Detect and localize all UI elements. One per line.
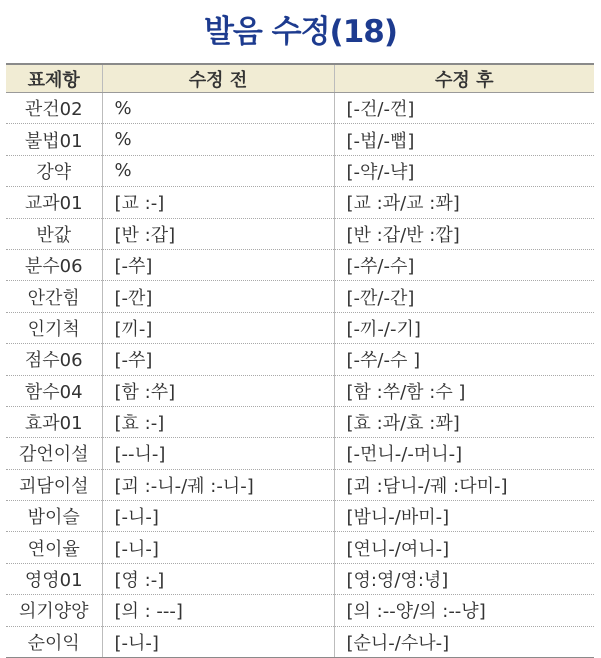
headword-cell: 괴담이설: [6, 469, 102, 500]
header-before: 수정 전: [102, 64, 334, 93]
table-row: [6, 406, 594, 437]
after-cell: [-끼-/-기]: [334, 312, 594, 343]
after-cell: [함 :쑤/함 :수 ]: [334, 375, 594, 406]
before-cell: [-니-]: [102, 532, 334, 563]
after-cell: [밤니-/바미-]: [334, 501, 594, 532]
before-cell: [-니-]: [102, 626, 334, 657]
before-cell: [영 :-]: [102, 563, 334, 594]
after-cell: [반 :갑/반 :깝]: [334, 218, 594, 249]
headword-cell: 불법01: [6, 124, 102, 155]
headword-cell: 분수06: [6, 249, 102, 280]
headword-cell: 밤이슬: [6, 501, 102, 532]
page-title: 발음 수정(18): [203, 14, 398, 50]
table-row: [6, 218, 594, 249]
after-cell: [순니-/수나-]: [334, 626, 594, 657]
before-cell: [함 :쑤]: [102, 375, 334, 406]
headword-cell: 영영01: [6, 563, 102, 594]
after-cell: [교 :과/교 :꽈]: [334, 187, 594, 218]
after-cell: [-약/-냑]: [334, 155, 594, 186]
table-row: [6, 501, 594, 532]
before-cell: [괴 :-니-/궤 :-니-]: [102, 469, 334, 500]
after-cell: [-법/-뻡]: [334, 124, 594, 155]
before-cell: [-니-]: [102, 501, 334, 532]
headword-cell: 관건02: [6, 93, 102, 124]
before-cell: [교 :-]: [102, 187, 334, 218]
header-headword: 표제항: [6, 64, 102, 93]
table-row: [6, 281, 594, 312]
after-cell: [의 :--양/의 :--냥]: [334, 595, 594, 626]
headword-cell: 교과01: [6, 187, 102, 218]
table-row: [6, 93, 594, 124]
headword-cell: 안간힘: [6, 281, 102, 312]
after-cell: [-쑤/-수]: [334, 249, 594, 280]
before-cell: [-쑤]: [102, 249, 334, 280]
table-row: [6, 124, 594, 155]
after-cell: [-쑤/-수 ]: [334, 344, 594, 375]
table-row: [6, 563, 594, 594]
after-cell: [-깐/-간]: [334, 281, 594, 312]
headword-cell: 반값: [6, 218, 102, 249]
headword-cell: 효과01: [6, 406, 102, 437]
before-cell: [의 : ---]: [102, 595, 334, 626]
table-row: [6, 438, 594, 469]
table-row: [6, 155, 594, 186]
after-cell: [연니-/여니-]: [334, 532, 594, 563]
table-row: [6, 626, 594, 657]
headword-cell: 연이율: [6, 532, 102, 563]
headword-cell: 의기양양: [6, 595, 102, 626]
table-row: [6, 249, 594, 280]
headword-cell: 강약: [6, 155, 102, 186]
after-cell: [효 :과/효 :꽈]: [334, 406, 594, 437]
before-cell: [반 :갑]: [102, 218, 334, 249]
pronunciation-table: [6, 63, 594, 658]
after-cell: [-먼니-/-머니-]: [334, 438, 594, 469]
after-cell: [영:영/영:녕]: [334, 563, 594, 594]
before-cell: [-깐]: [102, 281, 334, 312]
table-row: [6, 187, 594, 218]
before-cell: [-쑤]: [102, 344, 334, 375]
headword-cell: 함수04: [6, 375, 102, 406]
table-row: [6, 344, 594, 375]
before-cell: [--니-]: [102, 438, 334, 469]
table-row: [6, 595, 594, 626]
table-row: [6, 312, 594, 343]
after-cell: [-건/-껀]: [334, 93, 594, 124]
before-cell: %: [102, 93, 334, 124]
headword-cell: 인기척: [6, 312, 102, 343]
table-row: [6, 469, 594, 500]
before-cell: %: [102, 155, 334, 186]
before-cell: %: [102, 124, 334, 155]
before-cell: [끼-]: [102, 312, 334, 343]
headword-cell: 점수06: [6, 344, 102, 375]
after-cell: [괴 :담니-/궤 :다미-]: [334, 469, 594, 500]
table-header-row: [6, 64, 594, 93]
table-row: [6, 375, 594, 406]
before-cell: [효 :-]: [102, 406, 334, 437]
headword-cell: 순이익: [6, 626, 102, 657]
header-after: 수정 후: [334, 64, 594, 93]
headword-cell: 감언이설: [6, 438, 102, 469]
table-row: [6, 532, 594, 563]
